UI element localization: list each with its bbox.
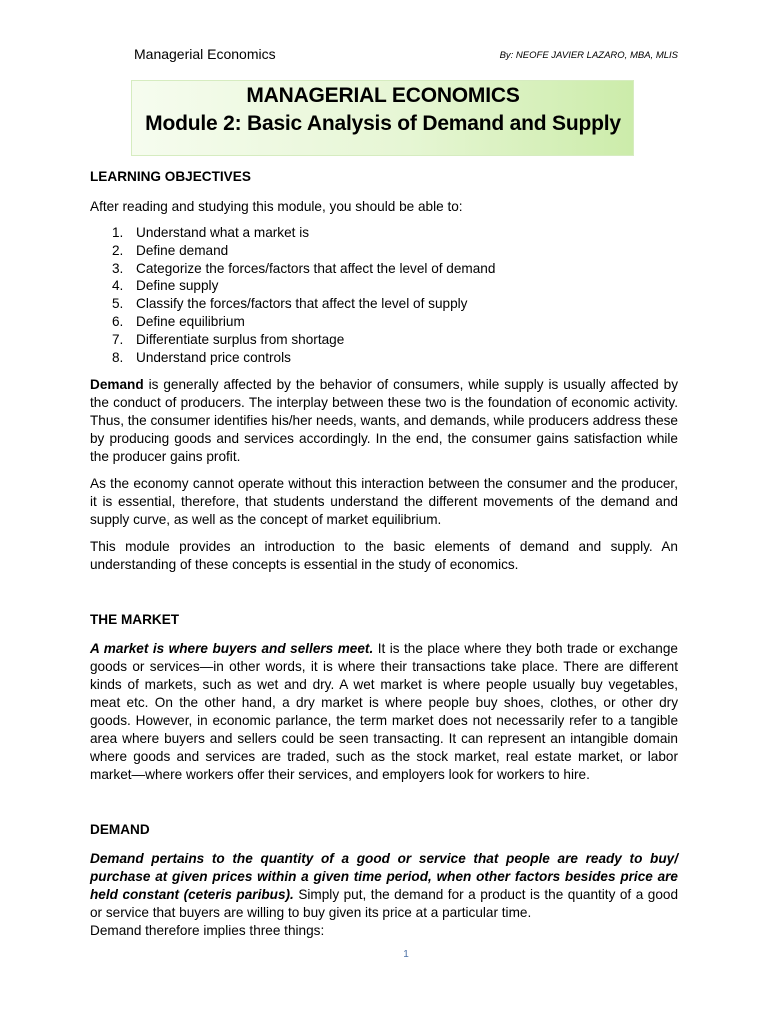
- objective-text: Define demand: [136, 242, 229, 258]
- learning-objectives-heading: LEARNING OBJECTIVES: [90, 169, 251, 184]
- document-body: [90, 168, 678, 940]
- objective-number: 3.: [112, 260, 124, 276]
- market-heading: THE MARKET: [90, 612, 180, 628]
- objective-item: [90, 313, 678, 331]
- learning-objectives-list: [90, 224, 678, 366]
- objective-text: Differentiate surplus from shortage: [136, 331, 345, 347]
- market-definition: A market is where buyers and sellers meet.: [90, 641, 374, 657]
- demand-paragraph: [90, 850, 678, 922]
- objective-item: [90, 349, 678, 367]
- demand-paragraph-text: Simply put, the demand for a product is the quantity of a good or service that buyers are willing to buy given its price at a particular time.: [90, 887, 678, 921]
- objective-text: Classify the forces/factors that affect the level of supply: [136, 296, 468, 312]
- page-number: 1: [403, 949, 409, 960]
- demand-term: Demand: [90, 377, 144, 393]
- objective-number: 1.: [112, 225, 124, 240]
- objective-text: Categorize the forces/factors that affect the level of demand: [136, 260, 496, 276]
- demand-heading: DEMAND: [90, 822, 150, 838]
- module-title: Module 2: Basic Analysis of Demand and Supply: [145, 112, 621, 135]
- intro-paragraph-1: [90, 376, 678, 466]
- objective-number: 4.: [112, 278, 124, 294]
- objective-item: [90, 242, 678, 260]
- objective-item: [90, 260, 678, 278]
- objective-text: Define supply: [136, 278, 219, 294]
- objective-item: [90, 224, 678, 242]
- objective-text: Understand price controls: [136, 349, 291, 365]
- document-title: MANAGERIAL ECONOMICS: [246, 84, 520, 107]
- objective-number: 5.: [112, 296, 124, 312]
- running-header-author: By: NEOFE JAVIER LAZARO, MBA, MLIS: [499, 50, 678, 61]
- objective-number: 6.: [112, 313, 124, 329]
- objective-item: [90, 295, 678, 313]
- objective-item: [90, 331, 678, 349]
- intro-paragraph-3: This module provides an introduction to the basic elements of demand and supply. An understanding of these concepts is essential in the study of economics.: [90, 539, 678, 573]
- demand-implies-line: Demand therefore implies three things:: [90, 923, 325, 939]
- objective-text: Understand what a market is: [136, 225, 310, 240]
- objective-number: 7.: [112, 331, 124, 347]
- running-header-title: Managerial Economics: [134, 46, 276, 62]
- objective-number: 2.: [112, 242, 124, 258]
- intro-paragraph-2: As the economy cannot operate without this interaction between the consumer and the producer, it is essential, therefore, that students understand the different movements of the demand and supply curve, as well as the concept of market equilibrium.: [90, 476, 678, 528]
- demand-definition: Demand pertains to the quantity of a good or service that people are ready to buy/ purchase at given prices within a given time period, when other factors besides price are held constant (ceteris paribus).: [90, 851, 678, 903]
- objective-text: Define equilibrium: [136, 313, 245, 329]
- objective-item: [90, 277, 678, 295]
- learning-objectives-intro: After reading and studying this module, you should be able to:: [90, 199, 463, 214]
- objective-number: 8.: [112, 349, 124, 365]
- market-paragraph: [90, 640, 678, 784]
- market-paragraph-text: It is the place where they both trade or exchange goods or services—in other words, it is where their transactions take place. There are different kinds of markets, such as wet and dry. A wet market is where people usually buy vegetables, meat etc. On the other hand, a dry market is where people buy shoes, clothes, or other dry goods. However, in economic parlance, the term market does not necessarily refer to a tangible area where buyers and sellers could be seen transacting. It can represent an intangible domain where goods and services are traded, such as the stock market, real estate market, or labor market—where workers offer their services, and employers look for workers to hire.: [90, 641, 678, 783]
- intro-paragraph-1-text: is generally affected by the behavior of consumers, while supply is usually affected by the conduct of producers. The interplay between these two is the foundation of economic activity. Thus, the consumer identifies his/her needs, wants, and demands, while producers address these by producing goods and services accordingly. In the end, the consumer gains satisfaction while the producer gains profit.: [90, 377, 678, 465]
